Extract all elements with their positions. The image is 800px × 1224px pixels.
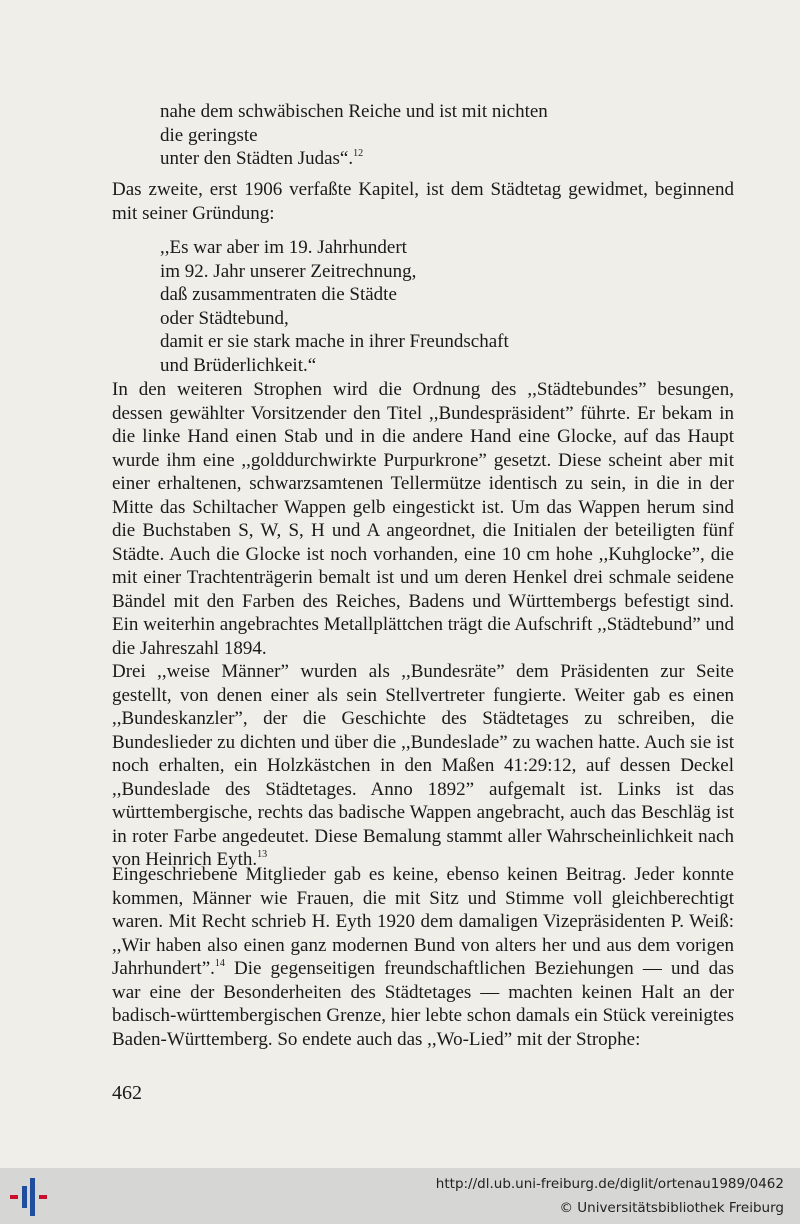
paragraph-1: Das zweite, erst 1906 verfaßte Kapitel, ist dem Städtetag gewidmet, beginnend mit seiner Gründung: (112, 179, 734, 224)
verse-line: unter den Städten Judas“.$^{12}$ (160, 148, 364, 169)
university-library-logo-icon (8, 1176, 52, 1218)
verse-quote-1 (160, 100, 640, 171)
page-number: 462 (112, 1082, 142, 1104)
verse-line: nahe dem schwäbischen Reiche und ist mit nichten (160, 101, 548, 122)
footnote-ref: 13 (257, 849, 268, 860)
verse-line: im 92. Jahr unserer Zeitrechnung, (160, 260, 417, 282)
paragraph-2: In den weiteren Strophen wird die Ordnung des ,,Städtebundes” besungen, dessen gewählter Vorsitzender den Titel ,,Bundespräsident” führte. Er bekam in die linke Hand einen Stab und in die andere Hand eine Glocke, auf das Haupt wurde ihm eine ,,golddurchwirkte Purpurkrone” gesetzt. Diese scheint aber mit einer erhaltenen, schwarzsamtenen Tellermütze identisch zu sein, in die in der Mitte das Schiltacher Wappen gelb eingestickt ist. Um das Wappen herum sind die Buchstaben S, W, S, H und A angeordnet, die Initialen der beteiligten fünf Städte. Auch die Glocke ist noch vorhanden, eine 10 cm hohe ,,Kuhglocke”, die mit einer Trachtenträgerin bemalt ist und um deren Henkel drei schmale seidene Bändel mit den Farben des Reiches, Badens und Württembergs befestigt sind. Ein weiterhin angebrachtes Metallplättchen trägt die Aufschrift ,,Städtebund” und die Jahreszahl 1894. (112, 379, 734, 659)
document-url-link[interactable]: http://dl.ub.uni-freiburg.de/diglit/ortenau1989/0462 (435, 1176, 784, 1192)
paragraph-3: Drei ,,weise Männer” wurden als ,,Bundesräte” dem Präsidenten zur Seite gestellt, von denen einer als sein Stellvertreter fungierte. Weiter gab es einen ,,Bundeskanzler”, der die Geschichte des Städtetages zu schreiben, die Bundeslieder zu dichten und über die ,,Bundeslade” zu wachen hatte. Auch sie ist noch erhalten, ein Holzkästchen in den Maßen 41:29:12, auf dessen Deckel ,,Bundeslade des Städtetages. Anno 1892” aufgemalt ist. Links ist das württembergische, rechts das badische Wappen angebracht, auch das Beschläg ist in roter Farbe angedeutet. Diese Bemalung stammt aller Wahrscheinlichkeit nach von Heinrich Eyth.$^{13}$ (112, 661, 734, 870)
verse-line: damit er sie stark mache in ihrer Freundschaft (160, 331, 509, 352)
verse-line: und Brüderlichkeit.“ (160, 354, 317, 376)
verse-quote-2 (160, 236, 640, 377)
paragraph-4: Eingeschriebene Mitglieder gab es keine, ebenso keinen Beitrag. Jeder konnte kommen, Männer wie Frauen, die mit Sitz und Stimme voll gleichberechtigt waren. Mit Recht schrieb H. Eyth 1920 dem damaligen Vizepräsidenten P. Weiß: ,,Wir haben also einen ganz modernen Bund von alters her und aus dem vorigen Jahrhundert”.$^{14}$ Die gegenseitigen freundschaftlichen Beziehungen — und das war eine der Besonderheiten des Städtetages — machten keinen Halt an der badisch-württembergischen Grenze, hier lebte schon damals ein Stück vereinigtes Baden-Württemberg. So endete auch das ,,Wo-Lied” mit der Strophe: (112, 864, 734, 1050)
verse-line: daß zusammentraten die Städte (160, 284, 397, 305)
verse-line: ,,Es war aber im 19. Jahrhundert (160, 237, 407, 258)
footnote-ref: 12 (353, 148, 364, 159)
footnote-ref: 14 (214, 958, 225, 969)
verse-line: oder Städtebund, (160, 307, 289, 329)
viewer-footer (0, 1168, 800, 1224)
copyright-notice: © Universitätsbibliothek Freiburg (559, 1200, 784, 1216)
verse-line: die geringste (160, 124, 258, 146)
